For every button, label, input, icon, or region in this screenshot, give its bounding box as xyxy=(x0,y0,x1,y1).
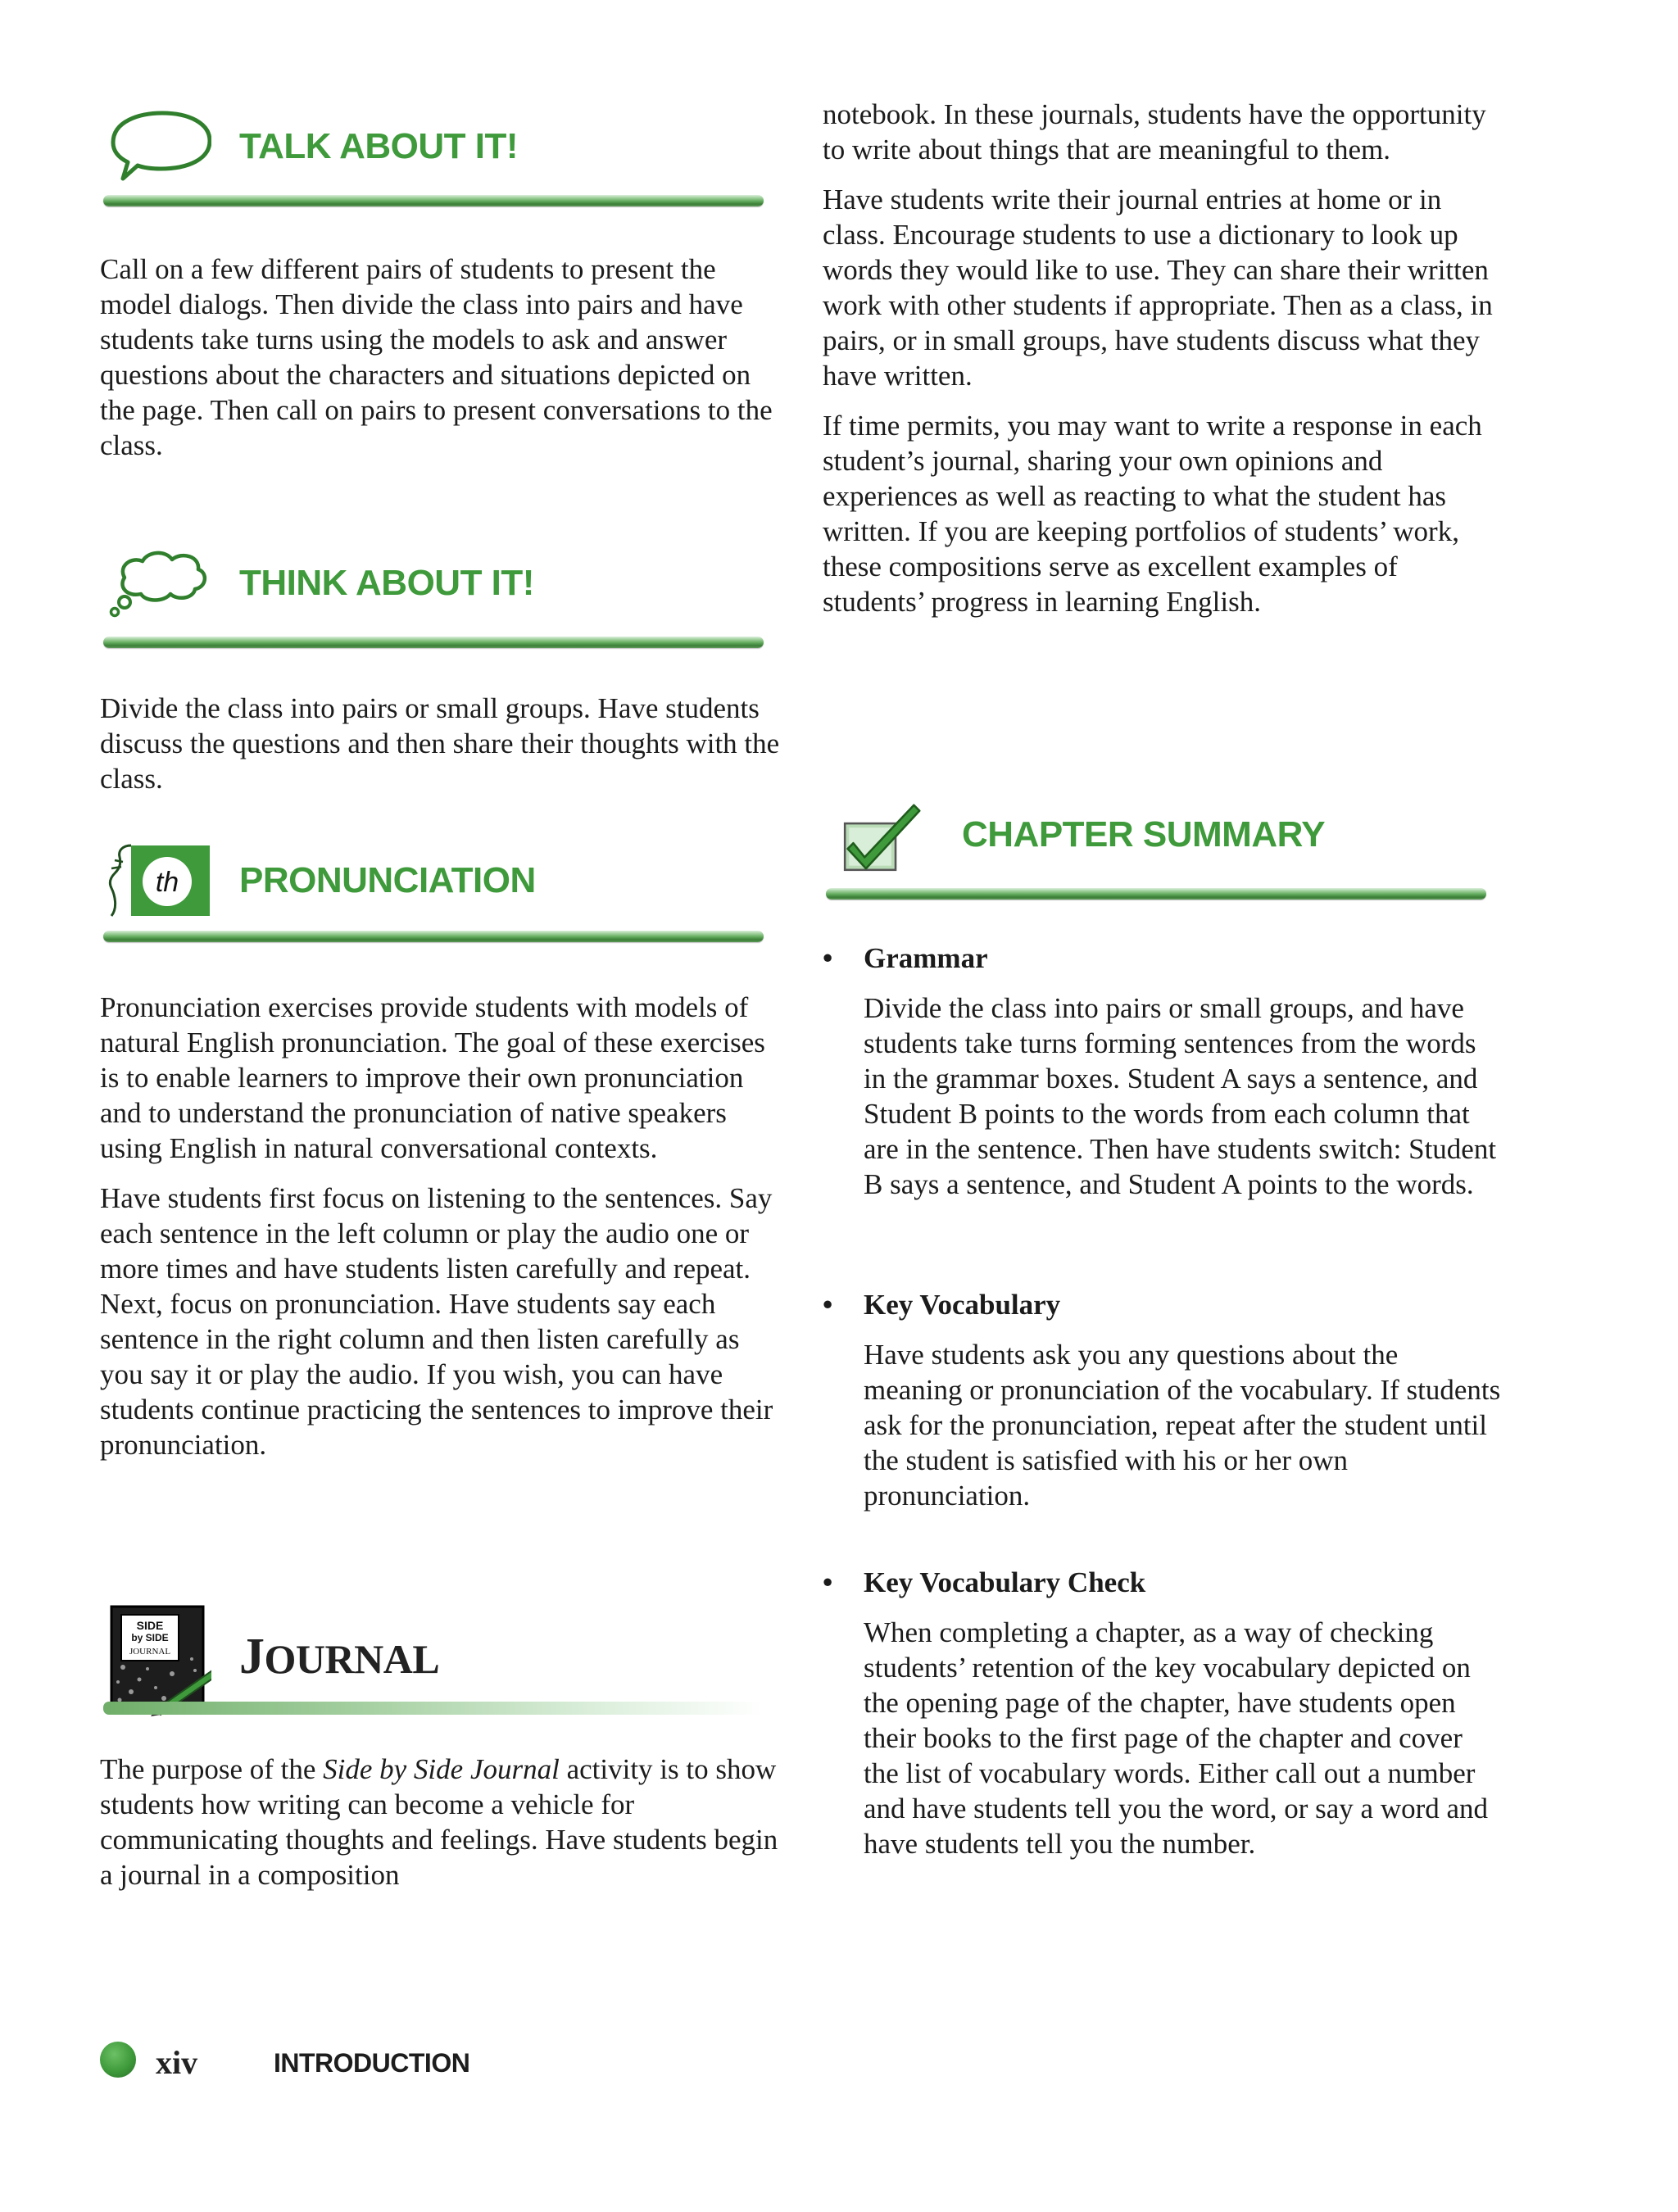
section-rule xyxy=(103,931,764,942)
journal-paragraph: The purpose of the Side by Side Journal activity is to show students how writing can become a vehicle for communicating thoughts and feelings. Have students begin a journal in a composition xyxy=(100,1753,778,1891)
bullet-icon: • xyxy=(823,1289,833,1321)
summary-item-grammar xyxy=(823,941,1503,1202)
think-about-it-paragraph: Divide the class into pairs or small groups. Have students discuss the questions and then share their thoughts with the class. xyxy=(100,692,780,795)
think-about-it-heading xyxy=(100,545,780,651)
bullet-icon: • xyxy=(823,1566,833,1598)
section-name: INTRODUCTION xyxy=(274,2048,470,2078)
section-rule xyxy=(103,1702,764,1715)
talk-about-it-body xyxy=(100,252,780,463)
chapter-summary-heading xyxy=(823,798,1503,904)
bullet-icon: • xyxy=(823,942,833,974)
think-about-it-title: THINK ABOUT IT! xyxy=(239,563,534,603)
pronunciation-paragraph-1: Pronunciation exercises provide students with models of natural English pronunciation. The goal of these exercises is to enable learners to improve their own pronunciation and to understand the pronunciation of native speakers using English in natural conversational contexts. xyxy=(100,991,765,1164)
journal-heading xyxy=(100,1602,780,1725)
talk-about-it-title: TALK ABOUT IT! xyxy=(239,126,519,166)
talk-about-it-paragraph: Call on a few different pairs of students to present the model dialogs. Then divide the class into pairs and have students take turns using the models to ask and answer questions about the characters and situations depicted on the page. Then call on pairs to present conversations to the class. xyxy=(100,253,773,461)
pronunciation-paragraph-2: Have students first focus on listening to the sentences. Say each sentence in the left column or play the audio one or more times and have students listen carefully and repeat. Next, focus on pronunciation. Have students say each sentence in the right column and then listen carefully as you say it or play the audio. If you wish, you can have students continue practicing the sentences to improve their pronunciation. xyxy=(100,1182,773,1461)
page-footer xyxy=(100,2035,673,2084)
summary-item-key-vocabulary xyxy=(823,1287,1503,1513)
pronunciation-th-icon xyxy=(107,844,211,926)
summary-item-text: Have students ask you any questions about the meaning or pronunciation of the vocabulary. If students ask for the pronunciation, repeat after the student until the student is satisfied with his or her own pronunciation. xyxy=(864,1339,1501,1512)
summary-item-text: Divide the class into pairs or small groups, and have students take turns forming sentences from the words in the grammar boxes. Student A says a sentence, and Student B points to the words from each column that are in the sentence. Then have students switch: Student B says a sentence, and Student A points to the words. xyxy=(864,992,1497,1200)
journal-continued-paragraph-2: Have students write their journal entries at home or in class. Encourage students to use a dictionary to look up words they would like to use. They can share their written work with other students if appropriate. Then as a class, in pairs, or in small groups, have students discuss what they have written. xyxy=(823,184,1493,392)
green-dot-icon xyxy=(100,2042,136,2078)
pronunciation-body xyxy=(100,990,780,1462)
chapter-summary-title: CHAPTER SUMMARY xyxy=(962,814,1326,854)
svg-text:SIDE: SIDE xyxy=(136,1619,164,1632)
page-number: xiv xyxy=(156,2044,198,2081)
journal-continued-paragraph-3: If time permits, you may want to write a response in each student’s journal, sharing your own opinions and experiences as well as reacting to what the student has written. If you are keeping portfolios of students’ work, these compositions serve as excellent examples of students’ progress in learning English. xyxy=(823,410,1482,618)
think-about-it-body xyxy=(100,691,780,796)
journal-notebook-icon xyxy=(107,1602,211,1716)
summary-item-key-vocabulary-check xyxy=(823,1565,1503,1861)
journal-continued-body xyxy=(823,97,1503,619)
summary-item-heading: Grammar xyxy=(864,942,988,974)
summary-item-heading: Key Vocabulary xyxy=(864,1289,1061,1321)
pronunciation-title: PRONUNCIATION xyxy=(239,860,536,900)
thought-cloud-icon xyxy=(107,545,211,627)
checkmark-box-icon xyxy=(841,798,931,880)
summary-item-heading: Key Vocabulary Check xyxy=(864,1566,1146,1598)
section-rule xyxy=(103,637,764,648)
journal-body xyxy=(100,1752,780,1892)
svg-text:by SIDE: by SIDE xyxy=(131,1632,169,1643)
journal-title: JOURNAL xyxy=(239,1629,440,1684)
journal-title-italic: Side by Side Journal xyxy=(323,1753,560,1785)
pronunciation-heading xyxy=(100,844,780,950)
summary-item-text: When completing a chapter, as a way of checking students’ retention of the key vocabulary depicted on the opening page of the chapter, have students open their books to the first page of the chapter and cover the list of vocabulary words. Either call out a number and have students tell you the word, or say a word and have students tell you the number. xyxy=(864,1616,1489,1860)
talk-about-it-heading xyxy=(100,108,780,215)
th-label: th xyxy=(155,867,179,898)
journal-continued-paragraph-1: notebook. In these journals, students have the opportunity to write about things that are meaningful to them. xyxy=(823,98,1486,165)
speech-bubble-icon xyxy=(107,108,211,190)
section-rule xyxy=(103,195,764,206)
svg-text:JOURNAL: JOURNAL xyxy=(129,1647,171,1657)
section-rule xyxy=(826,888,1486,900)
